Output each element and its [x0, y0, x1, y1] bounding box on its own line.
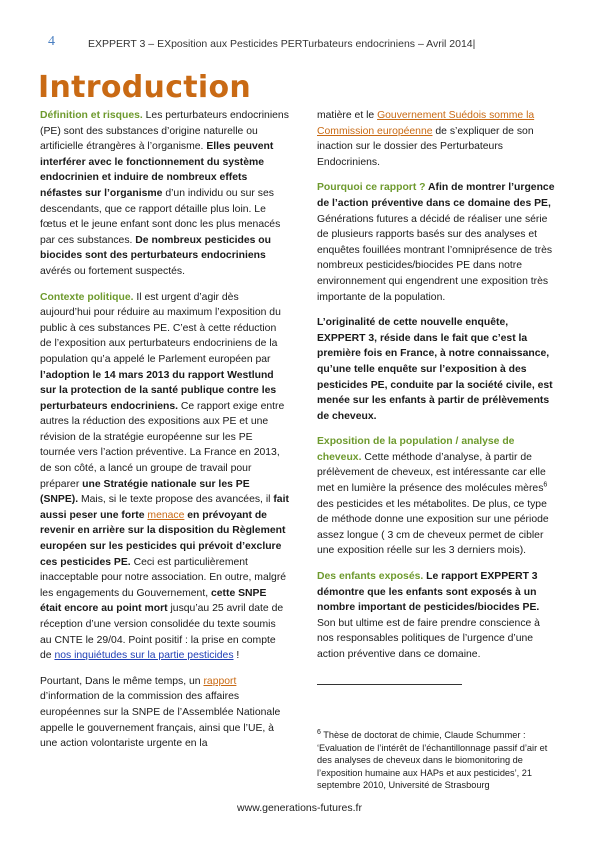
page-footer: www.generations-futures.fr [237, 802, 362, 814]
link-rapport[interactable]: rapport [203, 675, 237, 687]
link-gouvernement-suedois[interactable]: Gouvernement Suédois somme la Commission européenne [317, 110, 535, 137]
link-inquietudes[interactable]: nos inquiétudes sur la partie pesticides [54, 650, 234, 662]
paragraph-heading: Définition et risques. [40, 110, 143, 121]
paragraph-originalite: L’originalité de cette nouvelle enquête, EXPPERT 3, réside dans le fait que c’est la première fois en France, à notre connaissance, qu’une telle enquête sur l’exposition à des pesticides PE, conduite par la société civile, est menée sur les enfants à partir de prélèvements de cheveux. [317, 317, 553, 422]
header-title: EXPPERT 3 – EXposition aux Pesticides PERTurbateurs endocriniens – Avril 2014| [88, 38, 476, 50]
right-column [317, 108, 555, 673]
paragraph-heading: Pourquoi ce rapport ? [317, 182, 426, 194]
paragraph-heading: Exposition de la population / analyse de cheveux. [317, 436, 515, 463]
paragraph-contexte: Contexte politique. Il est urgent d’agir dès aujourd’hui pour réduire au maximum l’exposition du public à ces substances PE. C’est à cette réduction de l’exposition aux perturbateurs endocriniens de la population qu’a appelé le Parlement européen par l’adoption le 14 mars 2013 du rapport Westlund sur la protection de la santé publique contre les perturbateurs endocriniens. Ce rapport exige entre autres la réduction des expositions aux PE et une révision de la stratégie européenne sur les PE tournée vers l’action préventive. La France en 2013, de son côté, a lancé un groupe de travail pour préparer une Stratégie nationale sur les PE (SNPE). Mais, si le texte propose des avancées, il fait aussi peser une forte menace en prévoyant de revenir en arrière sur la disposition du Règlement européen sur les pesticides qui prévoit d’exclure ces pesticides PE. Ceci est particulièrement inacceptable pour notre association. En outre, malgré les engagements du Gouvernement, cette SNPE était encore au point mort jusqu’au 25 avril date de réception d’une version consolidée du texte soumis au CNTE le 29/04. Point positif : la prise en compte de nos inquiétudes sur la partie pesticides ! [40, 291, 289, 662]
paragraph-continuation: matière et le Gouvernement Suédois somme la Commission européenne de s’expliquer de son inaction sur le dossier des Perturbateurs Endocriniens. [317, 110, 535, 168]
footnote: $^6$ Thèse de doctorat de chimie, Claude Schummer : ‘Evaluation de l’intérêt de l’échantillonnage passif d’air et des analyses de cheveux dans le biomonitoring de l’exposition humaine aux HAPs et aux pesticides’, 21 septembre 2010, Université de Strasbourg [317, 728, 548, 791]
paragraph-exposition: Exposition de la population / analyse de cheveux. Cette méthode d’analyse, à partir de prélèvement de cheveux, est intéressante car elle met en lumière la présence des molécules mères$^6$ des pesticides et les métabolites. De plus, ce type de méthode donne une exposition sur une période assez longue ( 3 cm de cheveux permet de cibler une exposition réelle sur les 3 derniers mois). [317, 436, 549, 557]
paragraph-pourtant: Pourtant, Dans le même temps, un rapport d’information de la commission des affaires européennes sur la SNPE de l’Assemblée Nationale appelle le gouvernement français, ainsi que l’UE, à une action volontariste urgente en la [40, 675, 281, 750]
section-heading: Introduction [38, 70, 252, 105]
footnote-ref: 6 [543, 481, 548, 489]
link-menace[interactable]: menace [147, 509, 185, 521]
paragraph-heading: Des enfants exposés. [317, 571, 424, 583]
footnote-number: 6 [317, 728, 321, 736]
left-column [40, 108, 290, 762]
paragraph-pourquoi: Pourquoi ce rapport ? Afin de montrer l’urgence de l’action préventive dans ce domaine des PE, Générations futures a décidé de réaliser une série de plusieurs rapports basés sur des analyses et enquêtes fouillées montrant l’omniprésence de très nombreux pesticides/biocides PE dans notre environnement qui engendrent une exposition très importante de la population. [317, 182, 555, 303]
paragraph-enfants: Des enfants exposés. Le rapport EXPPERT 3 démontre que les enfants sont exposés à un nombre important de pesticides/biocides PE. Son but ultime est de faire prendre conscience à nos responsables politiques de l’urgence d’une action préventive dans ce domaine. [317, 571, 540, 660]
paragraph-definition: Définition et risques. Les perturbateurs endocriniens (PE) sont des substances d’origine naturelle ou artificielle étrangères à l’organisme. Elles peuvent interférer avec le fonctionnement du système endocrinien et induire de nombreux effets néfastes sur l’organisme d’un individu ou sur ses descendants, que ce rapport détaille plus loin. Le fœtus et le jeune enfant sont donc les plus menacés par ces substances. De nombreux pesticides ou biocides sont des perturbateurs endocriniens avérés ou fortement suspectés. [40, 110, 289, 277]
page-number: 4 [48, 34, 55, 49]
footnote-divider [317, 684, 462, 685]
paragraph-heading: Contexte politique. [40, 291, 134, 303]
page-header [40, 36, 560, 54]
